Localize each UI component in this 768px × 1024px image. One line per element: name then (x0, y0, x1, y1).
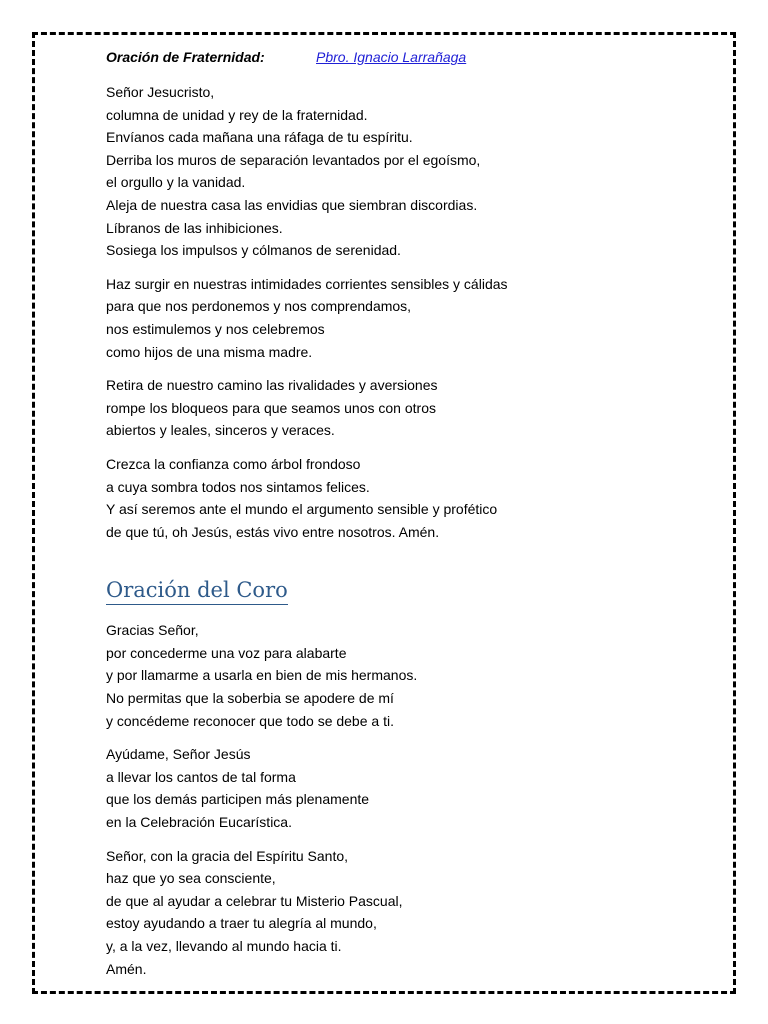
verse-line: para que nos perdonemos y nos comprendamos, (106, 298, 412, 315)
prayer-header (106, 46, 716, 68)
verse-line: rompe los bloqueos para que seamos unos con otros (106, 399, 436, 416)
verse-line: en la Celebración Eucarística. (106, 814, 292, 831)
prayer-coro (106, 619, 716, 980)
verse-line: Y así seremos ante el mundo el argumento sensible y profético (106, 501, 498, 518)
stanza (106, 845, 716, 981)
verse-line: abiertos y leales, sinceros y veraces. (106, 422, 335, 439)
verse-line: como hijos de una misma madre. (106, 343, 313, 360)
verse-line: Crezca la confianza como árbol frondoso (106, 455, 361, 472)
verse-line: Líbranos de las inhibiciones. (106, 219, 283, 236)
verse-line: Derriba los muros de separación levantados por el egoísmo, (106, 151, 481, 168)
verse-line: y por llamarme a usarla en bien de mis hermanos. (106, 667, 418, 684)
section-heading: Oración del Coro (106, 576, 288, 605)
verse-line: de que al ayudar a celebrar tu Misterio Pascual, (106, 892, 403, 909)
document-content (106, 46, 716, 991)
verse-line: Envíanos cada mañana una ráfaga de tu espíritu. (106, 129, 413, 146)
stanza (106, 273, 716, 363)
verse-line: y, a la vez, llevando al mundo hacia ti. (106, 938, 342, 954)
verse-line: Señor, con la gracia del Espíritu Santo, (106, 847, 349, 864)
stanza (106, 374, 716, 442)
verse-line: Aleja de nuestra casa las envidias que siembran discordias. (106, 196, 478, 213)
verse-line: haz que yo sea consciente, (106, 870, 276, 887)
verse-line: el orgullo y la vanidad. (106, 174, 246, 191)
verse-line: por concederme una voz para alabarte (106, 644, 347, 661)
verse-line: a llevar los cantos de tal forma (106, 768, 296, 785)
verse-line: Amén. (106, 960, 147, 977)
section-heading-wrap (106, 554, 716, 619)
prayer-title: Oración de Fraternidad: (106, 49, 265, 65)
verse-line: a cuya sombra todos nos sintamos felices. (106, 478, 370, 495)
stanza (106, 743, 716, 833)
verse-line: Ayúdame, Señor Jesús (106, 746, 251, 763)
verse-line: Sosiega los impulsos y cólmanos de serenidad. (106, 242, 401, 259)
verse-line: columna de unidad y rey de la fraternidad. (106, 106, 368, 123)
verse-line: Haz surgir en nuestras intimidades corrientes sensibles y cálidas (106, 275, 508, 292)
stanza (106, 453, 716, 543)
stanza (106, 619, 716, 732)
verse-line: Gracias Señor, (106, 622, 199, 639)
prayer-fraternidad (106, 81, 716, 543)
verse-line: y concédeme reconocer que todo se debe a ti. (106, 712, 394, 729)
verse-line: No permitas que la soberbia se apodere de mí (106, 690, 394, 707)
verse-line: Retira de nuestro camino las rivalidades y aversiones (106, 377, 438, 394)
verse-line: estoy ayudando a traer tu alegría al mundo, (106, 915, 377, 932)
verse-line: de que tú, oh Jesús, estás vivo entre nosotros. Amén. (106, 523, 440, 540)
stanza (106, 81, 716, 262)
verse-line: que los demás participen más plenamente (106, 791, 370, 808)
verse-line: nos estimulemos y nos celebremos (106, 320, 325, 337)
verse-line: Señor Jesucristo, (106, 84, 215, 100)
author-link[interactable]: Pbro. Ignacio Larrañaga (316, 49, 467, 65)
